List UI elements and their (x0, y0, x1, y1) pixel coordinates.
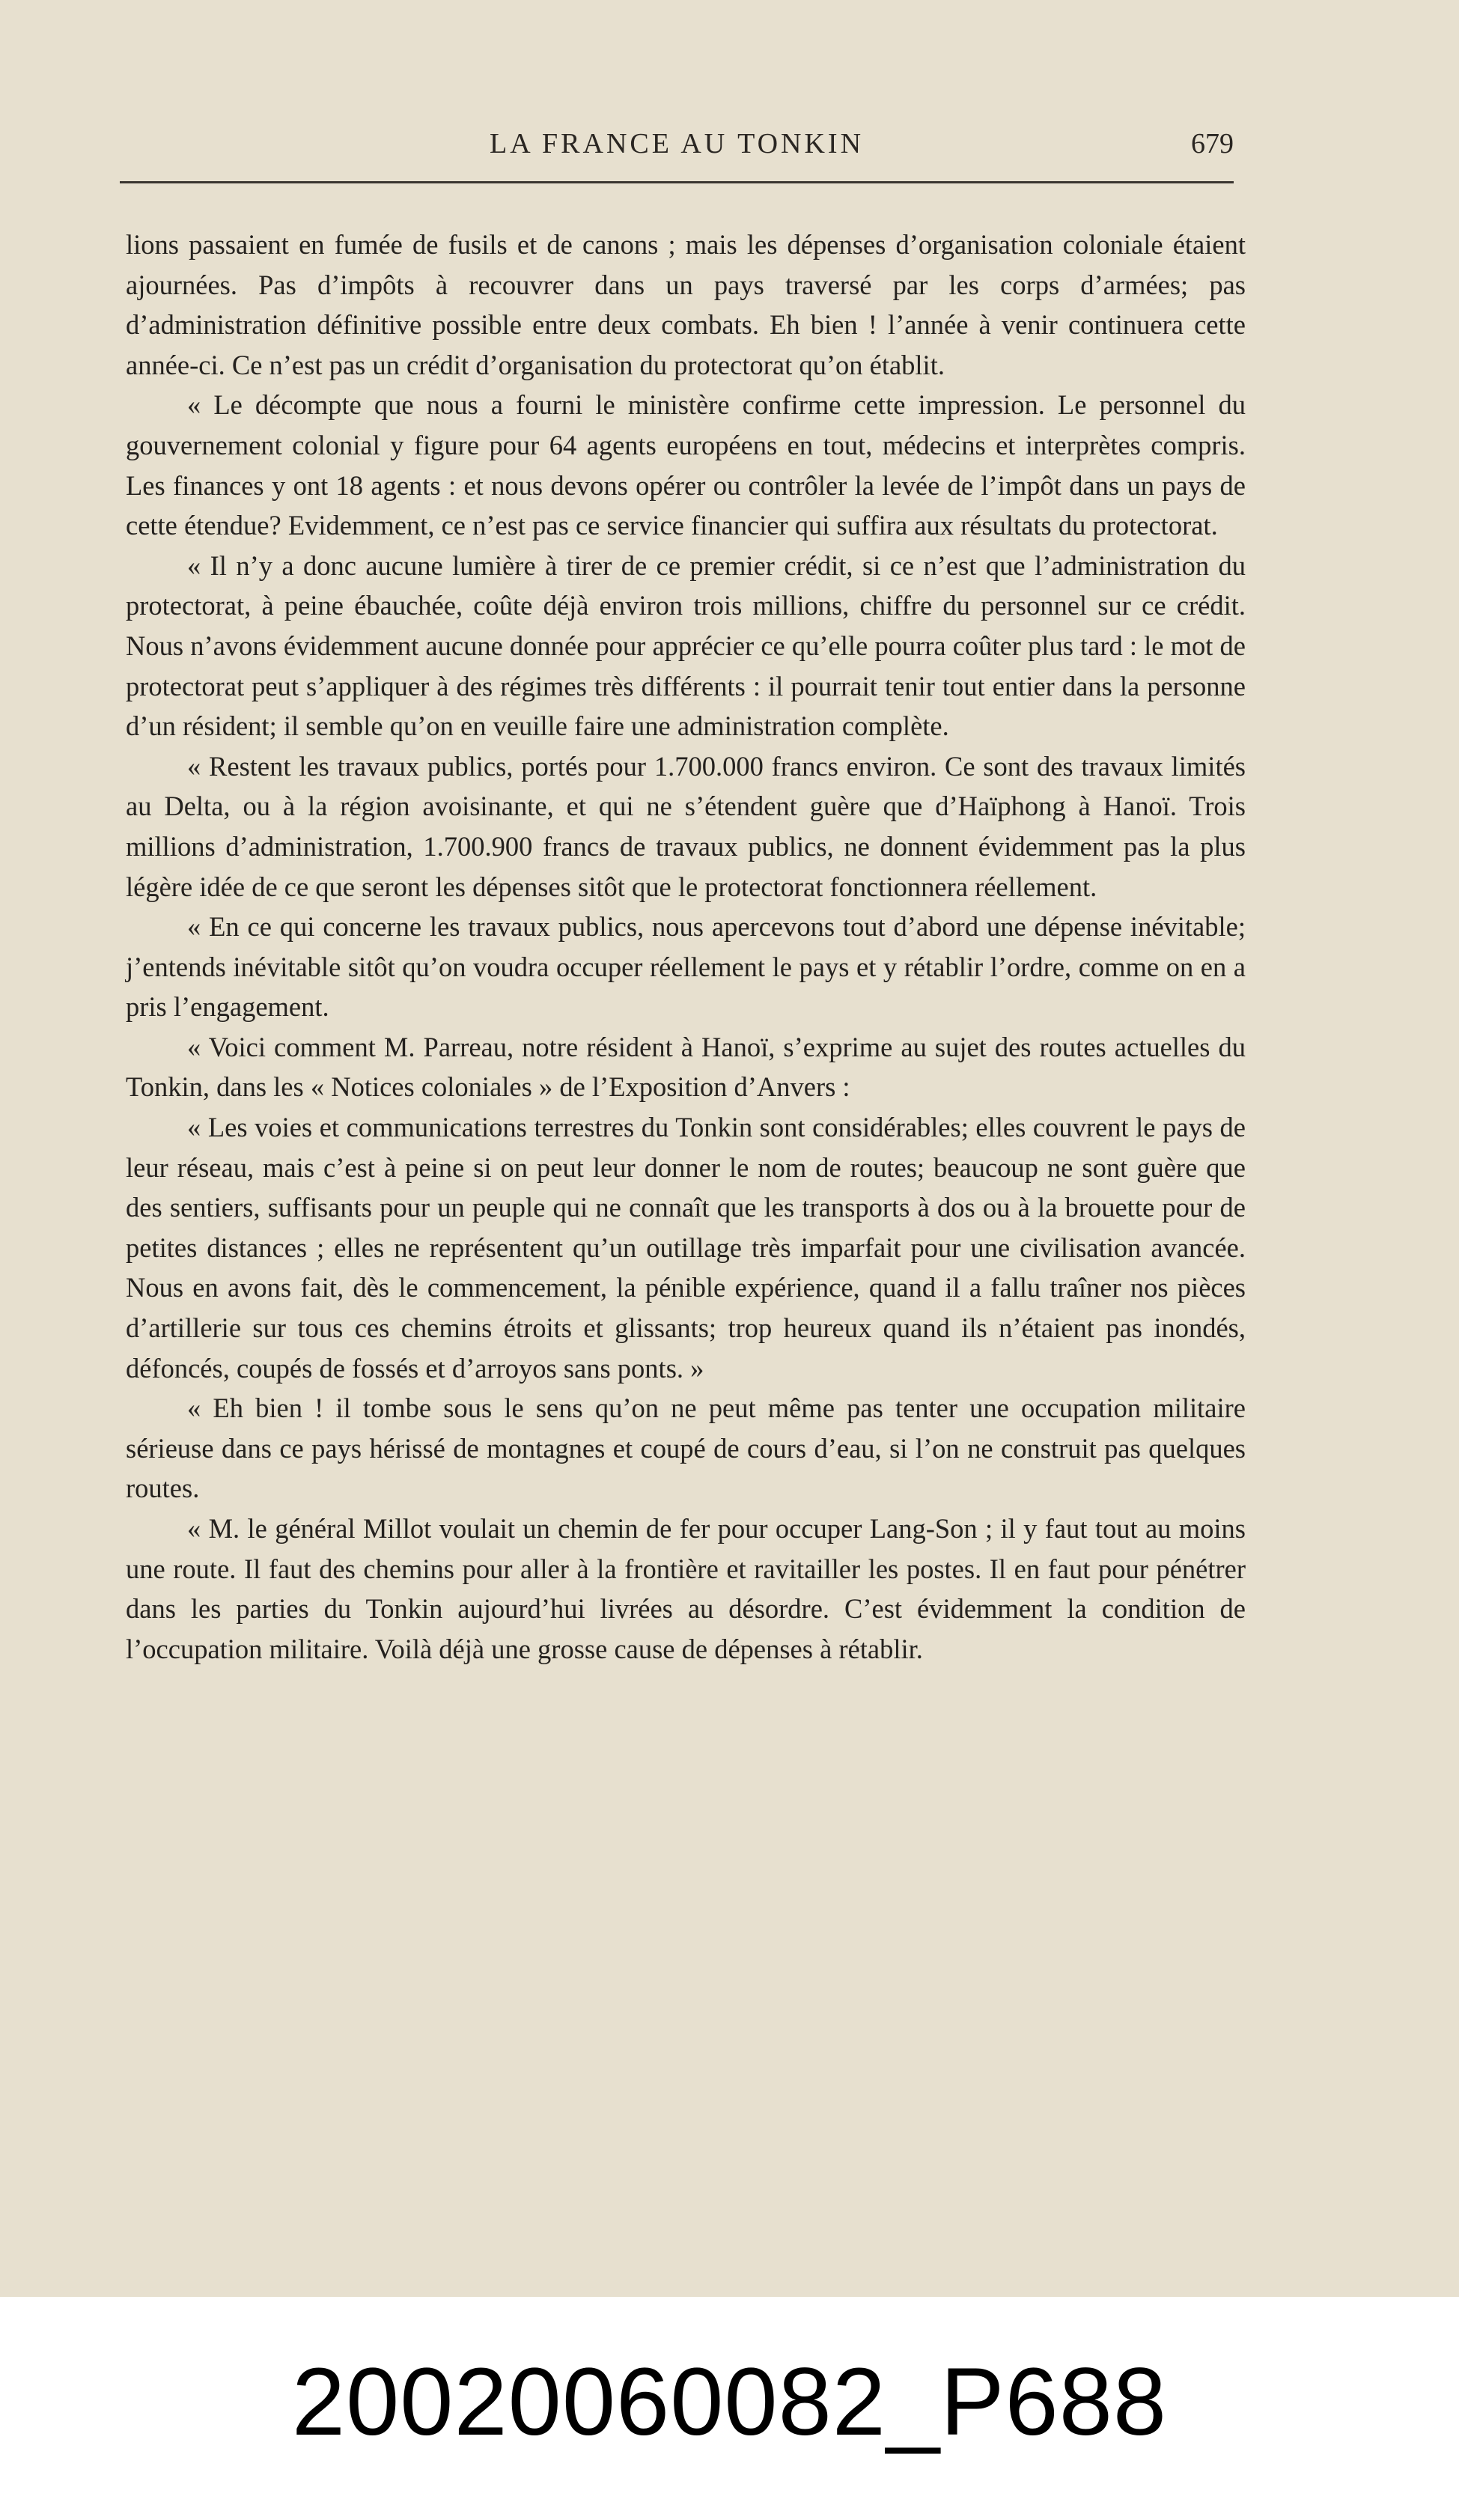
paragraph: « Restent les travaux publics, portés pour 1.700.000 francs environ. Ce sont des travaux limités au Delta, ou à la région avoisinante, et qui ne s’étendent guère que d’Haïphong à Hanoï. Trois millions d’administration, 1.700.900 francs de travaux publics, ne donnent évidemment pas la plus légère idée de ce que seront les dépenses sitôt que le protectorat fonctionnera réellement. (126, 750, 1246, 902)
header-rule (120, 181, 1234, 183)
body-text (126, 225, 1246, 1669)
paragraph: « Il n’y a donc aucune lumière à tirer de ce premier crédit, si ce n’est que l’administration du protectorat, à peine ébauchée, coûte déjà environ trois millions, chiffre du personnel sur ce crédit. Nous n’avons évidemment aucune donnée pour apprécier ce qu’elle pourra coûter plus tard : le mot de protectorat peut s’appliquer à des régimes très différents : il pourrait tenir tout entier dans la personne d’un résident; il semble qu’on en veuille faire une administration complète. (126, 550, 1246, 742)
paragraph: « Eh bien ! il tombe sous le sens qu’on ne peut même pas tenter une occupation militaire sérieuse dans ce pays hérissé de montagnes et coupé de cours d’eau, si l’on ne construit pas quelques routes. (126, 1393, 1246, 1504)
paragraph: lions passaient en fumée de fusils et de canons ; mais les dépenses d’organisation coloniale étaient ajournées. Pas d’impôts à recouvrer dans un pays traversé par les corps d’armées; pas d’administration définitive possible entre deux combats. Eh bien ! l’année à venir continuera cette année-ci. Ce n’est pas un crédit d’organisation du protectorat qu’on établit. (126, 229, 1246, 380)
page-number: 679 (1191, 128, 1234, 159)
running-head: LA FRANCE AU TONKIN (489, 128, 865, 159)
paragraph: « Le décompte que nous a fourni le ministère confirme cette impression. Le personnel du gouvernement colonial y figure pour 64 agents européens en tout, médecins et interprètes compris. Les finances y ont 18 agents : et nous devons opérer ou contrôler la levée de l’impôt dans un pays de cette étendue? Evidemment, ce n’est pas ce service financier qui suffira aux résultats du protectorat. (126, 389, 1246, 541)
paragraph: « Voici comment M. Parreau, notre résident à Hanoï, s’exprime au sujet des routes actuelles du Tonkin, dans les « Notices coloniales » de l’Exposition d’Anvers : (126, 1031, 1246, 1103)
paragraph: « Les voies et communications terrestres du Tonkin sont considérables; elles couvrent le pays de leur réseau, mais c’est à peine si on peut leur donner le nom de routes; beaucoup ne sont guère que des sentiers, suffisants pour un peuple qui ne connaît que les transports à dos ou à la brouette pour de petites distances ; elles ne représentent qu’un outillage très imparfait pour une civilisation avancée. Nous en avons fait, dès le commencement, la pénible expérience, quand il a fallu traîner nos pièces d’artillerie sur tous ces chemins étroits et glissants; trop heureux quand ils n’étaient pas inondés, défoncés, coupés de fossés et d’arroyos sans ponts. » (126, 1112, 1246, 1384)
image-id-caption: 20020060082_P688 (291, 2349, 1168, 2456)
paragraph: « En ce qui concerne les travaux publics, nous apercevons tout d’abord une dépense inévitable; j’entends inévitable sitôt qu’on voudra occuper réellement le pays et y rétablir l’ordre, comme on en a pris l’engagement. (126, 911, 1246, 1023)
page-header (120, 127, 1234, 172)
paragraph: « M. le général Millot voulait un chemin de fer pour occuper Lang-Son ; il y faut tout au moins une route. Il faut des chemins pour aller à la frontière et ravitailler les postes. Il en faut pour pénétrer dans les parties du Tonkin aujourd’hui livrées au désordre. C’est évidemment la condition de l’occupation militaire. Voilà déjà une grosse cause de dépenses à rétablir. (126, 1513, 1246, 1664)
